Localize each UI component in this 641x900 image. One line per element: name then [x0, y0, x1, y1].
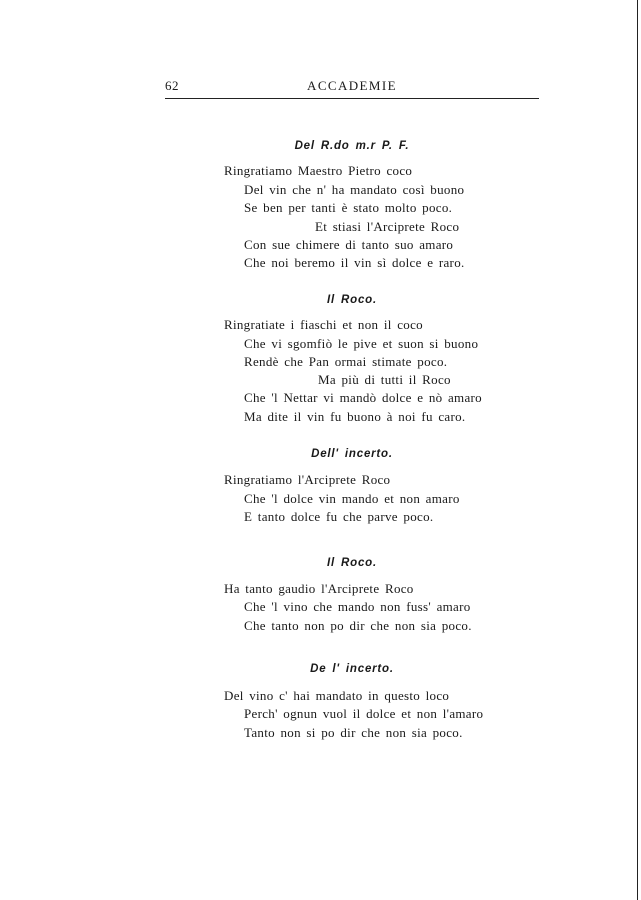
poem-line: Tanto non si po dir che non sia poco. [244, 725, 463, 740]
poem-line: Ringratiamo Maestro Pietro coco [224, 163, 413, 178]
poem-line: Perch' ognun vuol il dolce et non l'amaro [244, 706, 484, 721]
poem-line: Et stiasi l'Arciprete Roco [315, 219, 460, 234]
poem-line: Che 'l vino che mando non fuss' amaro [244, 599, 471, 614]
poem-line: Che vi sgomfiò le pive et suon si buono [244, 336, 479, 351]
poem-line: Del vin che n' ha mandato così buono [244, 182, 465, 197]
poem-line: Che 'l Nettar vi mandò dolce e nò amaro [244, 390, 482, 405]
poem-heading: Dell' incerto. [311, 448, 393, 460]
poem-line: Con sue chimere di tanto suo amaro [244, 237, 454, 252]
poem-line: E tanto dolce fu che parve poco. [244, 509, 434, 524]
poem-line: Che 'l dolce vin mando et non amaro [244, 491, 460, 506]
poem-line: Ha tanto gaudio l'Arciprete Roco [224, 581, 414, 596]
poem-line: Rendè che Pan ormai stimate poco. [244, 354, 448, 369]
poem-line: Del vino c' hai mandato in questo loco [224, 688, 450, 703]
page-header [165, 78, 539, 98]
poem-line: Ma più di tutti il Roco [318, 372, 451, 387]
running-title: ACCADEMIE [307, 78, 397, 93]
poem-heading: Il Roco. [327, 557, 377, 569]
poem-line: Che noi beremo il vin sì dolce e raro. [244, 255, 465, 270]
poem-heading: Del R.do m.r P. F. [294, 140, 410, 152]
header-rule [165, 98, 539, 99]
poem-line: Ringratiate i fiaschi et non il coco [224, 317, 423, 332]
poem-line: Se ben per tanti è stato molto poco. [244, 200, 453, 215]
poem-line: Ma dite il vin fu buono à noi fu caro. [244, 409, 466, 424]
poem-heading: Il Roco. [327, 294, 377, 306]
page-number: 62 [165, 78, 179, 93]
poem-line: Che tanto non po dir che non sia poco. [244, 618, 472, 633]
poem-heading: De l' incerto. [310, 663, 394, 675]
page-edge-line [637, 0, 639, 900]
poem-line: Ringratiamo l'Arciprete Roco [224, 472, 391, 487]
